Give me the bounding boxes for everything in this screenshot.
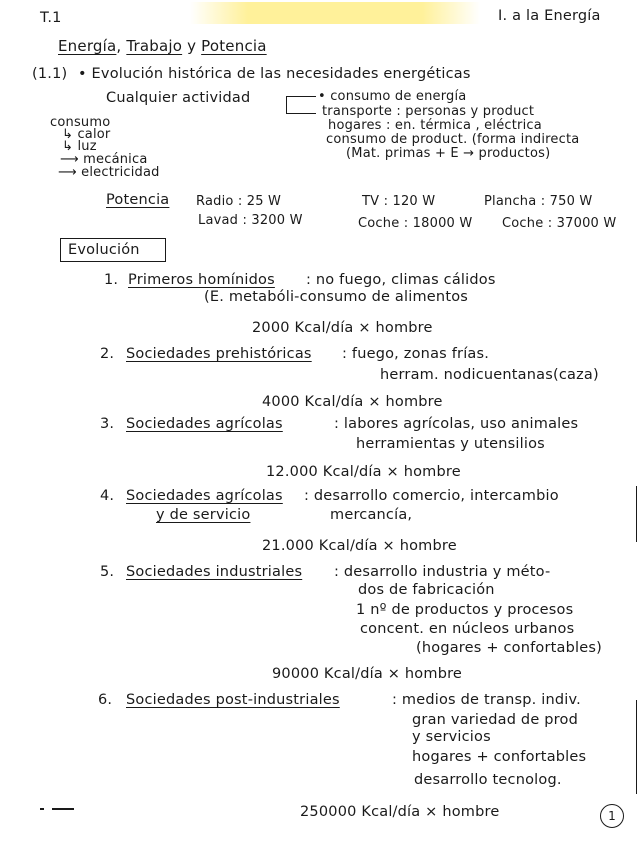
stage-desc: : desarrollo industria y méto- <box>334 564 551 580</box>
stage-kcal: 21.000 Kcal/día × hombre <box>262 538 457 554</box>
topic-number: T.1 <box>40 10 62 26</box>
stage-desc: : labores agrícolas, uso animales <box>334 416 579 432</box>
section-number: (1.1) <box>32 66 68 82</box>
stage-number: 5. <box>100 564 115 580</box>
stage-kcal: 4000 Kcal/día × hombre <box>262 394 443 410</box>
potencia-value: Lavad : 3200 W <box>198 213 303 228</box>
stage-desc: : no fuego, climas cálidos <box>306 272 496 288</box>
stage-desc: concent. en núcleos urbanos <box>360 621 575 637</box>
stage-desc: : fuego, zonas frías. <box>342 346 490 362</box>
stage-desc: hogares + confortables <box>412 749 587 765</box>
potencia-value: Coche : 37000 W <box>502 216 617 231</box>
consumo-item: ↳ calor <box>62 127 111 142</box>
activity-line: transporte : personas y product <box>322 104 535 119</box>
stage-desc: (E. metabóli-consumo de alimentos <box>204 289 469 305</box>
bracket-line <box>286 96 316 97</box>
bracket-line <box>286 96 287 114</box>
stage-desc: mercancía, <box>330 507 413 523</box>
topic-title: I. a la Energía <box>498 8 601 24</box>
activity-line: hogares : en. térmica , eléctrica <box>328 118 542 133</box>
stage-name: Sociedades industriales <box>126 564 303 580</box>
stage-kcal: 250000 Kcal/día × hombre <box>300 804 500 820</box>
activity-line: (Mat. primas + E → productos) <box>346 146 551 161</box>
stage-name: y de servicio <box>156 507 251 523</box>
consumo-label: consumo <box>50 115 111 130</box>
stage-name: Primeros homínidos <box>128 272 275 288</box>
stage-desc: herram. nodicuentanas(caza) <box>380 367 599 383</box>
stage-kcal: 12.000 Kcal/día × hombre <box>266 464 461 480</box>
margin-line <box>636 486 637 542</box>
activity-line: consumo de product. (forma indirecta <box>326 132 580 147</box>
stage-name: Sociedades prehistóricas <box>126 346 312 362</box>
stage-desc: : medios de transp. indiv. <box>392 692 581 708</box>
margin-dash <box>52 808 74 810</box>
page-title: Energía, Trabajo y Potencia <box>58 37 267 55</box>
stage-number: 6. <box>98 692 113 708</box>
potencia-label: Potencia <box>106 192 170 208</box>
activity-label: Cualquier actividad <box>106 90 251 106</box>
potencia-value: Plancha : 750 W <box>484 194 593 209</box>
stage-number: 3. <box>100 416 115 432</box>
consumo-item: ⟶ electricidad <box>58 165 160 180</box>
stage-name: Sociedades post-industriales <box>126 692 340 708</box>
stage-kcal: 90000 Kcal/día × hombre <box>272 666 463 682</box>
section-heading: • Evolución histórica de las necesidades energéticas <box>78 66 471 82</box>
stage-desc: gran variedad de prod <box>412 712 578 728</box>
stage-number: 4. <box>100 488 115 504</box>
stage-number: 1. <box>104 272 119 288</box>
stage-desc: : desarrollo comercio, intercambio <box>304 488 559 504</box>
stage-desc: 1 nº de productos y procesos <box>356 602 574 618</box>
activity-line: • consumo de energía <box>318 89 467 104</box>
bracket-line <box>286 113 316 114</box>
evolucion-label: Evolución <box>68 242 140 258</box>
stage-desc: y servicios <box>412 729 491 745</box>
consumo-item: ⟶ mecánica <box>60 152 148 167</box>
potencia-value: Radio : 25 W <box>196 194 282 209</box>
potencia-value: TV : 120 W <box>362 194 436 209</box>
stage-desc: dos de fabricación <box>358 582 495 598</box>
potencia-value: Coche : 18000 W <box>358 216 473 231</box>
stage-desc: desarrollo tecnolog. <box>414 772 562 788</box>
stage-name: Sociedades agrícolas <box>126 488 283 504</box>
page-number: 1 <box>600 804 624 828</box>
stage-number: 2. <box>100 346 115 362</box>
consumo-item: ↳ luz <box>62 139 97 154</box>
stage-kcal: 2000 Kcal/día × hombre <box>252 320 433 336</box>
stage-name: Sociedades agrícolas <box>126 416 283 432</box>
margin-line <box>636 700 637 794</box>
highlighter-mark <box>190 2 480 24</box>
stage-desc: herramientas y utensilios <box>356 436 545 452</box>
margin-dash <box>40 808 44 810</box>
stage-desc: (hogares + confortables) <box>416 640 603 656</box>
